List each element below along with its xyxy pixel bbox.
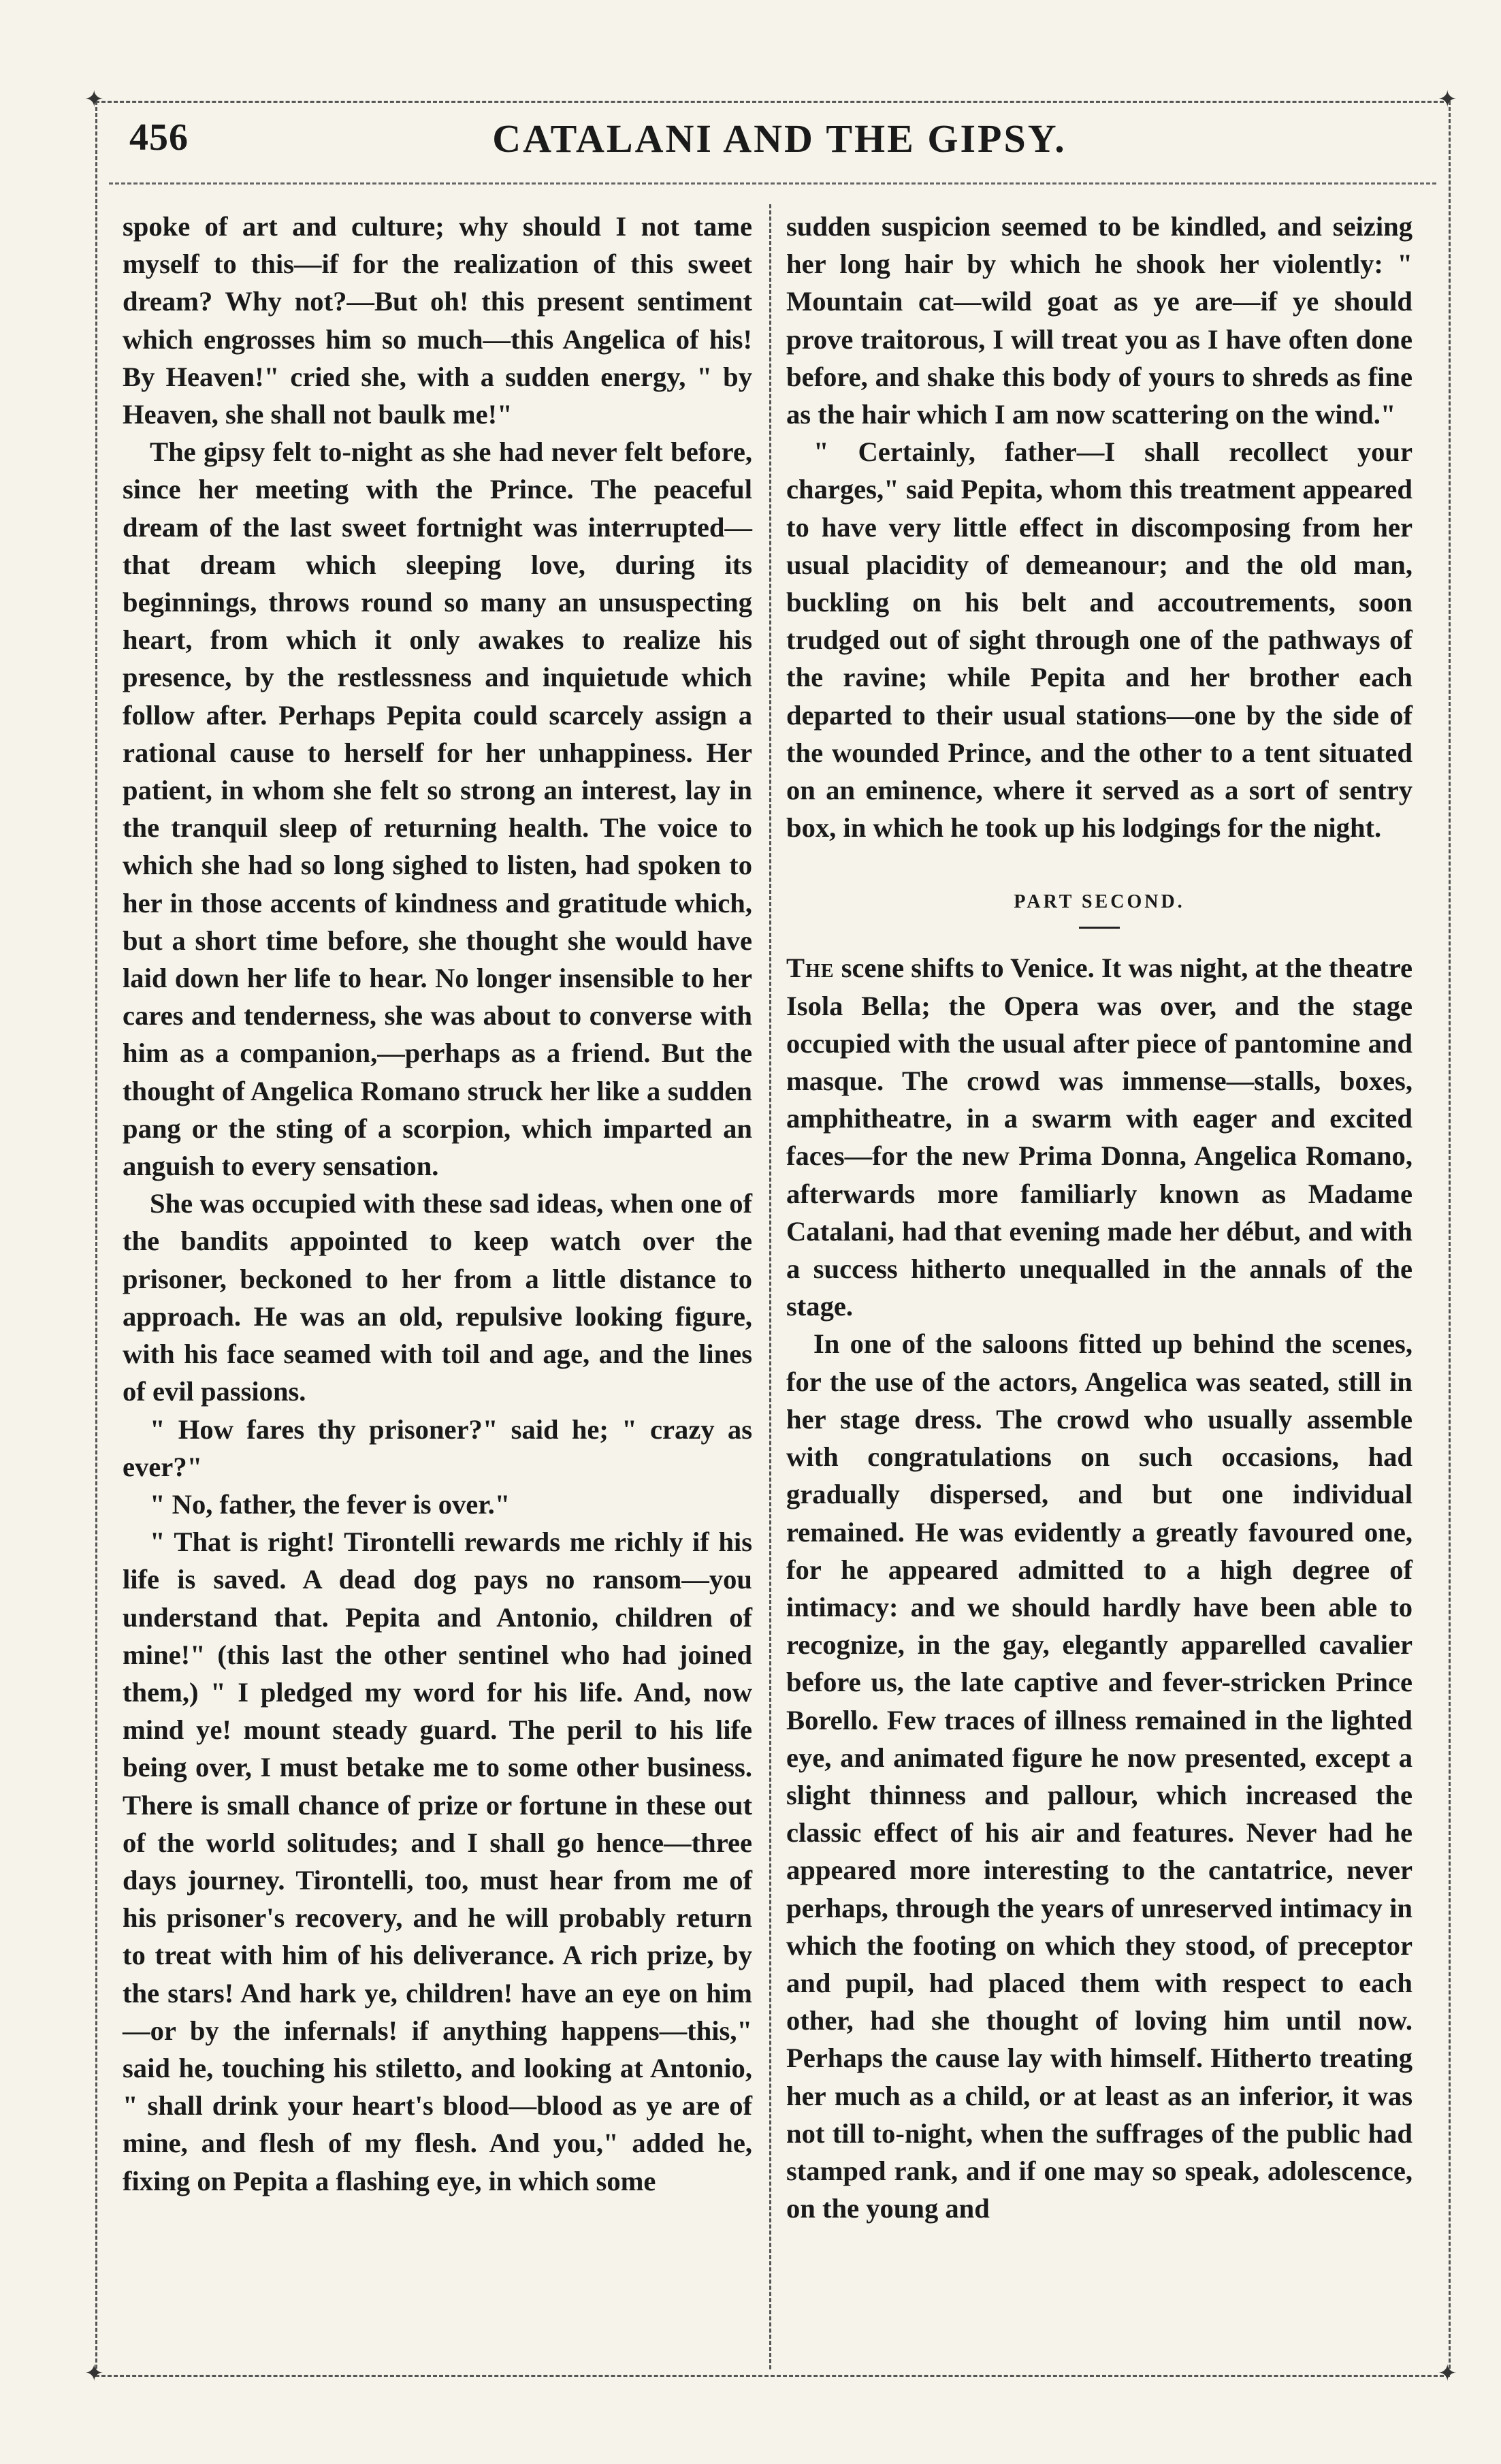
paragraph: " Certainly, father—I shall recollect your charges," said Pepita, whom this treatment appeared to have very little effect in discomposing from her usual placidity of demeanour; and the old man, buckling on his belt and accoutrements, soon trudged out of sight through one of the pathways of the ravine; while Pepita and her brother each departed to their usual stations—one by the side of the wounded Prince, and the other to a tent situated on an eminence, where it served as a sort of sentry box, in which he took up his lodgings for the night. — [786, 436, 1413, 844]
lead-word: The — [786, 953, 835, 984]
section-rule — [1079, 927, 1120, 929]
right-column — [786, 208, 1413, 2227]
page-header — [129, 116, 1430, 177]
page-number: 456 — [129, 116, 189, 159]
running-title: CATALANI AND THE GIPSY. — [492, 116, 1067, 161]
corner-ornament-icon: ✦ — [1438, 87, 1457, 112]
paragraph: " How fares thy prisoner?" said he; " crazy as ever?" — [123, 1413, 752, 1482]
paragraph: spoke of art and culture; why should I not tame myself to this—if for the realization of this sweet dream? Why not?—But oh! this present sentiment which engrosses him so much—this Angelica of his! By Heaven!" cried she, with a sudden energy, " by Heaven, she shall not baulk me!" — [123, 211, 752, 430]
right-border — [1449, 101, 1451, 2375]
paragraph — [786, 949, 1413, 1325]
corner-ornament-icon: ✦ — [84, 87, 104, 112]
paragraph: sudden suspicion seemed to be kindled, and seizing her long hair by which he shook her violently: " Mountain cat—wild goat as ye are—if ye should prove traitorous, I will treat you as I have often done before, and shake this body of yours to shreds as fine as the hair which I am now scattering on the wind." — [786, 211, 1413, 430]
bottom-border — [95, 2375, 1450, 2377]
corner-ornament-icon: ✦ — [1438, 2361, 1457, 2386]
column-divider — [769, 204, 771, 2369]
paragraph: She was occupied with these sad ideas, when one of the bandits appointed to keep watch over the prisoner, beckoned to her from a little distance to approach. He was an old, repulsive looking figure, with his face seamed with toil and age, and the lines of evil passions. — [123, 1188, 752, 1407]
top-border — [95, 101, 1450, 103]
left-border — [95, 101, 97, 2375]
paragraph: " No, father, the fever is over." — [150, 1488, 511, 1520]
left-column — [123, 208, 752, 2200]
paragraph: The gipsy felt to-night as she had never felt before, since her meeting with the Prince. The peaceful dream of the last sweet fortnight was interrupted—that dream which sleeping love, during its beginnings, throws round so many an unsuspecting heart, from which it only awakes to realize his presence, by the restlessness and inquietude which follow after. Perhaps Pepita could scarcely assign a rational cause to herself for her unhappiness. Her patient, in whom she felt so strong an interest, lay in the tranquil sleep of returning health. The voice to which she had so long sighed to listen, had spoken to her in those accents of kindness and gratitude which, but a short time before, she thought she would have laid down her life to hear. No longer insensible to her cares and tenderness, she was about to converse with him as a companion,—perhaps as a friend. But the thought of Angelica Romano struck her like a sudden pang or the sting of a scorpion, which imparted an anguish to every sensation. — [123, 436, 752, 1182]
header-rule — [109, 182, 1436, 185]
paragraph-text: scene shifts to Venice. It was night, at the theatre Isola Bella; the Opera was over, and the stage occupied with the usual after piece of pantomine and masque. The crowd was immense—stalls, boxes, amphitheatre, in a swarm with eager and excited faces—for the new Prima Donna, Angelica Romano, afterwards more familiarly known as Madame Catalani, had that evening made her début, and with a success hitherto unequalled in the annals of the stage. — [786, 953, 1413, 1322]
paragraph: " That is right! Tirontelli rewards me richly if his life is saved. A dead dog pays no ransom—you understand that. Pepita and Antonio, children of mine!" (this last the other sentinel who had joined them,) " I pledged my word for his life. And, now mind ye! mount steady guard. The peril to his life being over, I must betake me to some other business. There is small chance of prize or fortune in these out of the world solitudes; and I shall go hence—three days journey. Tirontelli, too, must hear from me of his prisoner's recovery, and he will probably return to treat with him of his deliverance. A rich prize, by the stars! And hark ye, children! have an eye on him—or by the infernals! if anything happens—this," said he, touching his stiletto, and looking at Antonio, " shall drink your heart's blood—blood as ye are of mine, and flesh of my flesh. And you," added he, fixing on Pepita a flashing eye, in which some — [123, 1526, 752, 2196]
corner-ornament-icon: ✦ — [84, 2361, 104, 2386]
section-heading: PART SECOND. — [1014, 891, 1185, 913]
paragraph: In one of the saloons fitted up behind the scenes, for the use of the actors, Angelica was seated, still in her stage dress. The crowd who usually assemble with congratulations on such occasions, had gradually dispersed, and but one individual remained. He was evidently a greatly favoured one, for he appeared admitted to a high degree of intimacy: and we should hardly have been able to recognize, in the gay, elegantly apparelled cavalier before us, the late captive and fever-stricken Prince Borello. Few traces of illness remained in the lighted eye, and animated figure he now presented, except a slight thinness and pallour, which increased the classic effect of his air and features. Never had he appeared more interesting to the cantatrice, never perhaps, through the years of unreserved intimacy in which the footing on which they stood, of preceptor and pupil, had placed them with respect to each other, had she thought of loving him until now. Perhaps the cause lay with himself. Hitherto treating her much as a child, or at least as an inferior, it was not till to-night, when the suffrages of the public had stamped rank, and if one may so speak, adolescence, on the young and — [786, 1328, 1413, 2224]
